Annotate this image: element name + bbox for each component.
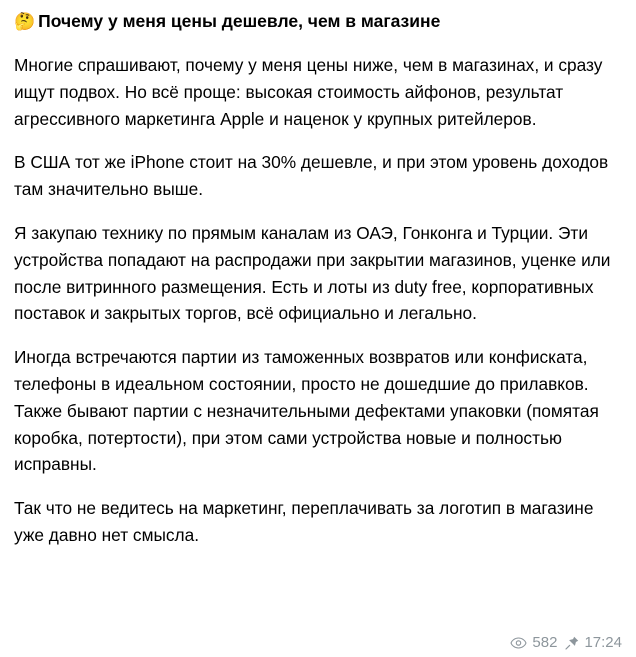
- page-title: [14, 10, 622, 34]
- post-meta: [510, 634, 622, 651]
- pin-icon: [565, 636, 579, 650]
- thinking-emoji-icon: 🤔: [14, 12, 36, 31]
- post-paragraph-5: Так что не ведитесь на маркетинг, переплачивать за логотип в магазине уже давно нет смысла.: [14, 498, 594, 545]
- post-paragraph-3: Я закупаю технику по прямым каналам из ОАЭ, Гонконга и Турции. Эти устройства попадают на распродажи при закрытии магазинов, уценке или после витринного размещения. Есть и лоты из duty free, корпоративных поставок и закрытых торгов, всё официально и легально.: [14, 222, 611, 324]
- timestamp-group: [565, 634, 622, 651]
- post-title-text: Почему у меня цены дешевле, чем в магазине: [38, 11, 441, 31]
- post-paragraph-2: В США тот же iPhone стоит на 30% дешевле, и при этом уровень доходов там значительно выше.: [14, 152, 609, 200]
- post-paragraph-1: Многие спрашивают, почему у меня цены ниже, чем в магазинах, и сразу ищут подвох. Но всё проще: высокая стоимость айфонов, результат агрессивного маркетинга Apple и наценок у крупных ритейлеров.: [14, 54, 603, 129]
- views-group: [510, 634, 557, 651]
- eye-icon: [510, 637, 527, 649]
- post-timestamp: 17:24: [584, 634, 622, 651]
- post-paragraph-4: Иногда встречаются партии из таможенных возвратов или конфиската, телефоны в идеальном состоянии, просто не дошедшие до прилавков. Также бывают партии с незначительными дефектами упаковки (помятая коробка, потертости), при этом сами устройства новые и полностью исправны.: [14, 347, 599, 475]
- views-count: 582: [532, 634, 558, 651]
